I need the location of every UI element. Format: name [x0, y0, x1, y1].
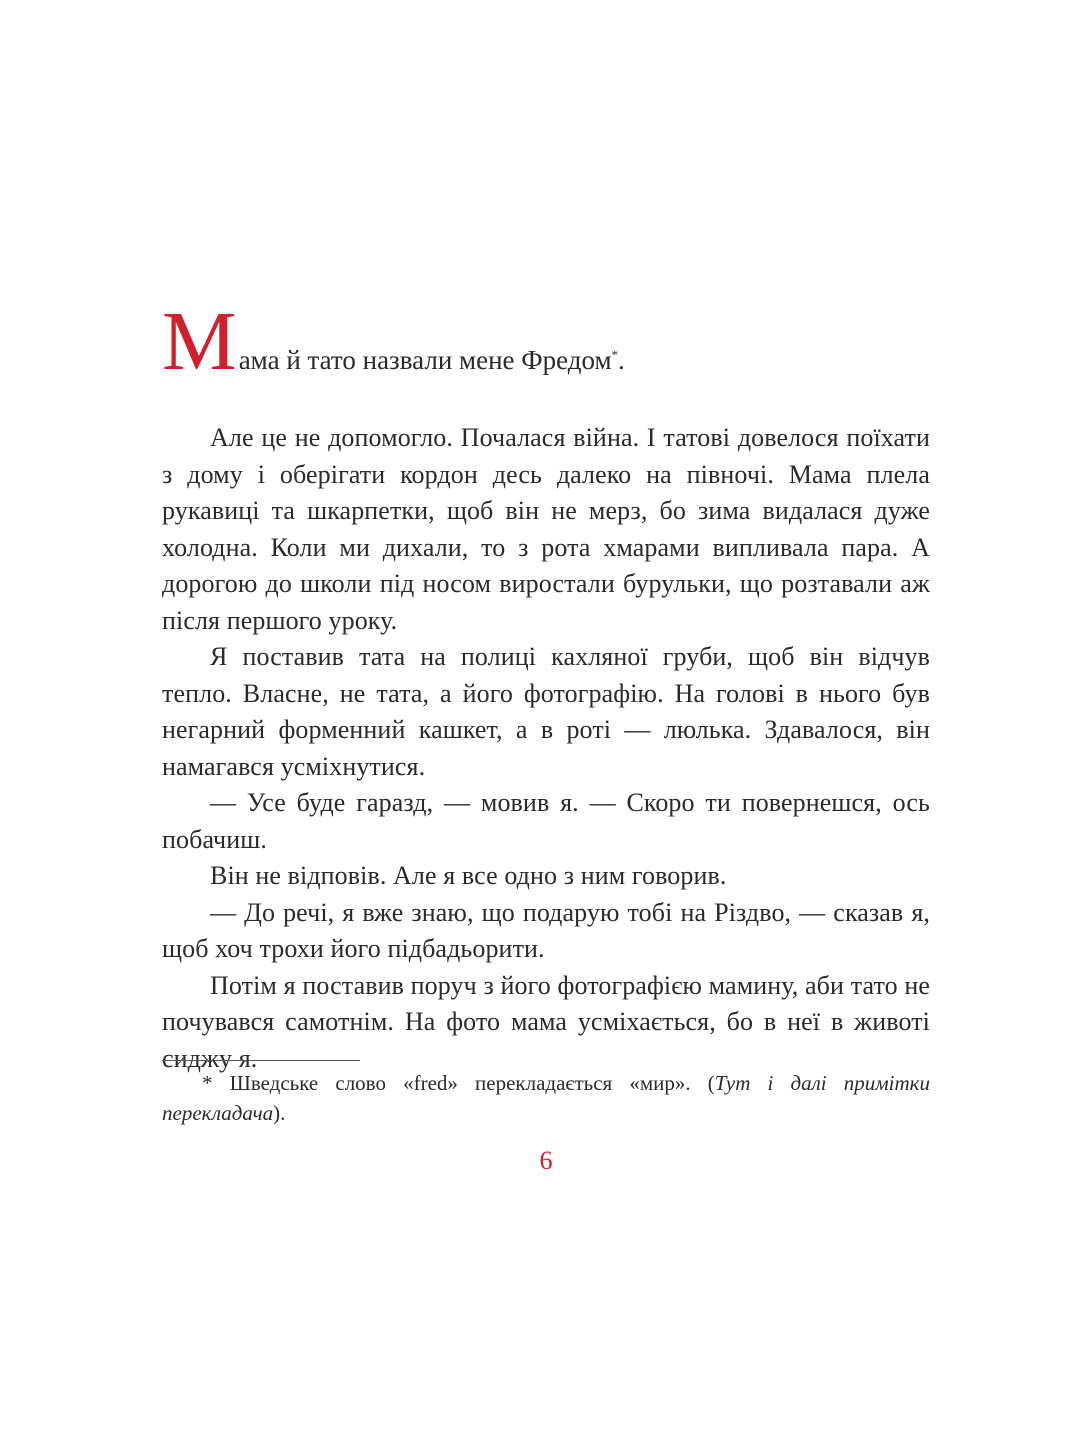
paragraph: Потім я поставив поруч з його фотографією мамину, аби тато не почувався самотнім. На фото мама усміхається, бо в неї в животі сиджу я. [162, 970, 930, 1073]
page-number: 6 [539, 1146, 553, 1175]
paragraph: Але це не допомогло. Почалася війна. І татові довелося поїхати з дому і оберігати кордон десь далеко на півночі. Мама плела рукавиці та шкарпетки, щоб він не мерз, бо зима видалася дуже холодна. Коли ми дихали, то з рота хмарами випливала пара. А дорогою до школи під носом виростали бурульки, що розтавали аж після першого уроку. [162, 423, 930, 635]
footnote-end: ). [273, 1101, 286, 1125]
footnote-text: * Шведське слово «fred» перекладається «мир». ( [202, 1071, 715, 1095]
opening-sentence [239, 347, 625, 374]
opening-line [162, 295, 930, 388]
drop-cap: М [162, 295, 237, 388]
chapter-text [162, 295, 930, 1077]
footnote-divider [162, 1060, 360, 1061]
footnote [162, 1068, 930, 1128]
paragraph: — Усе буде гаразд, — мовив я. — Скоро ти повернешся, ось побачиш. [162, 788, 930, 854]
paragraph: Він не відповів. Але я все одно з ним говорив. [210, 861, 727, 890]
paragraph: — До речі, я вже знаю, що подарую тобі на Різдво, — сказав я, щоб хоч трохи його підбадьорити. [162, 897, 930, 963]
opening-text: ама й тато назвали мене Фредом [238, 345, 612, 375]
opening-end: . [618, 345, 625, 375]
paragraph: Я поставив тата на полиці кахляної груби, щоб він відчув тепло. Власне, не тата, а його фотографію. На голові в нього був негарний форменний кашкет, а в роті — люлька. Здавалося, він намагався усміхнутися. [162, 642, 930, 781]
footnote-marker: * [611, 347, 619, 362]
footnote-italic: Тут і далі примітки перекладача [162, 1071, 930, 1125]
